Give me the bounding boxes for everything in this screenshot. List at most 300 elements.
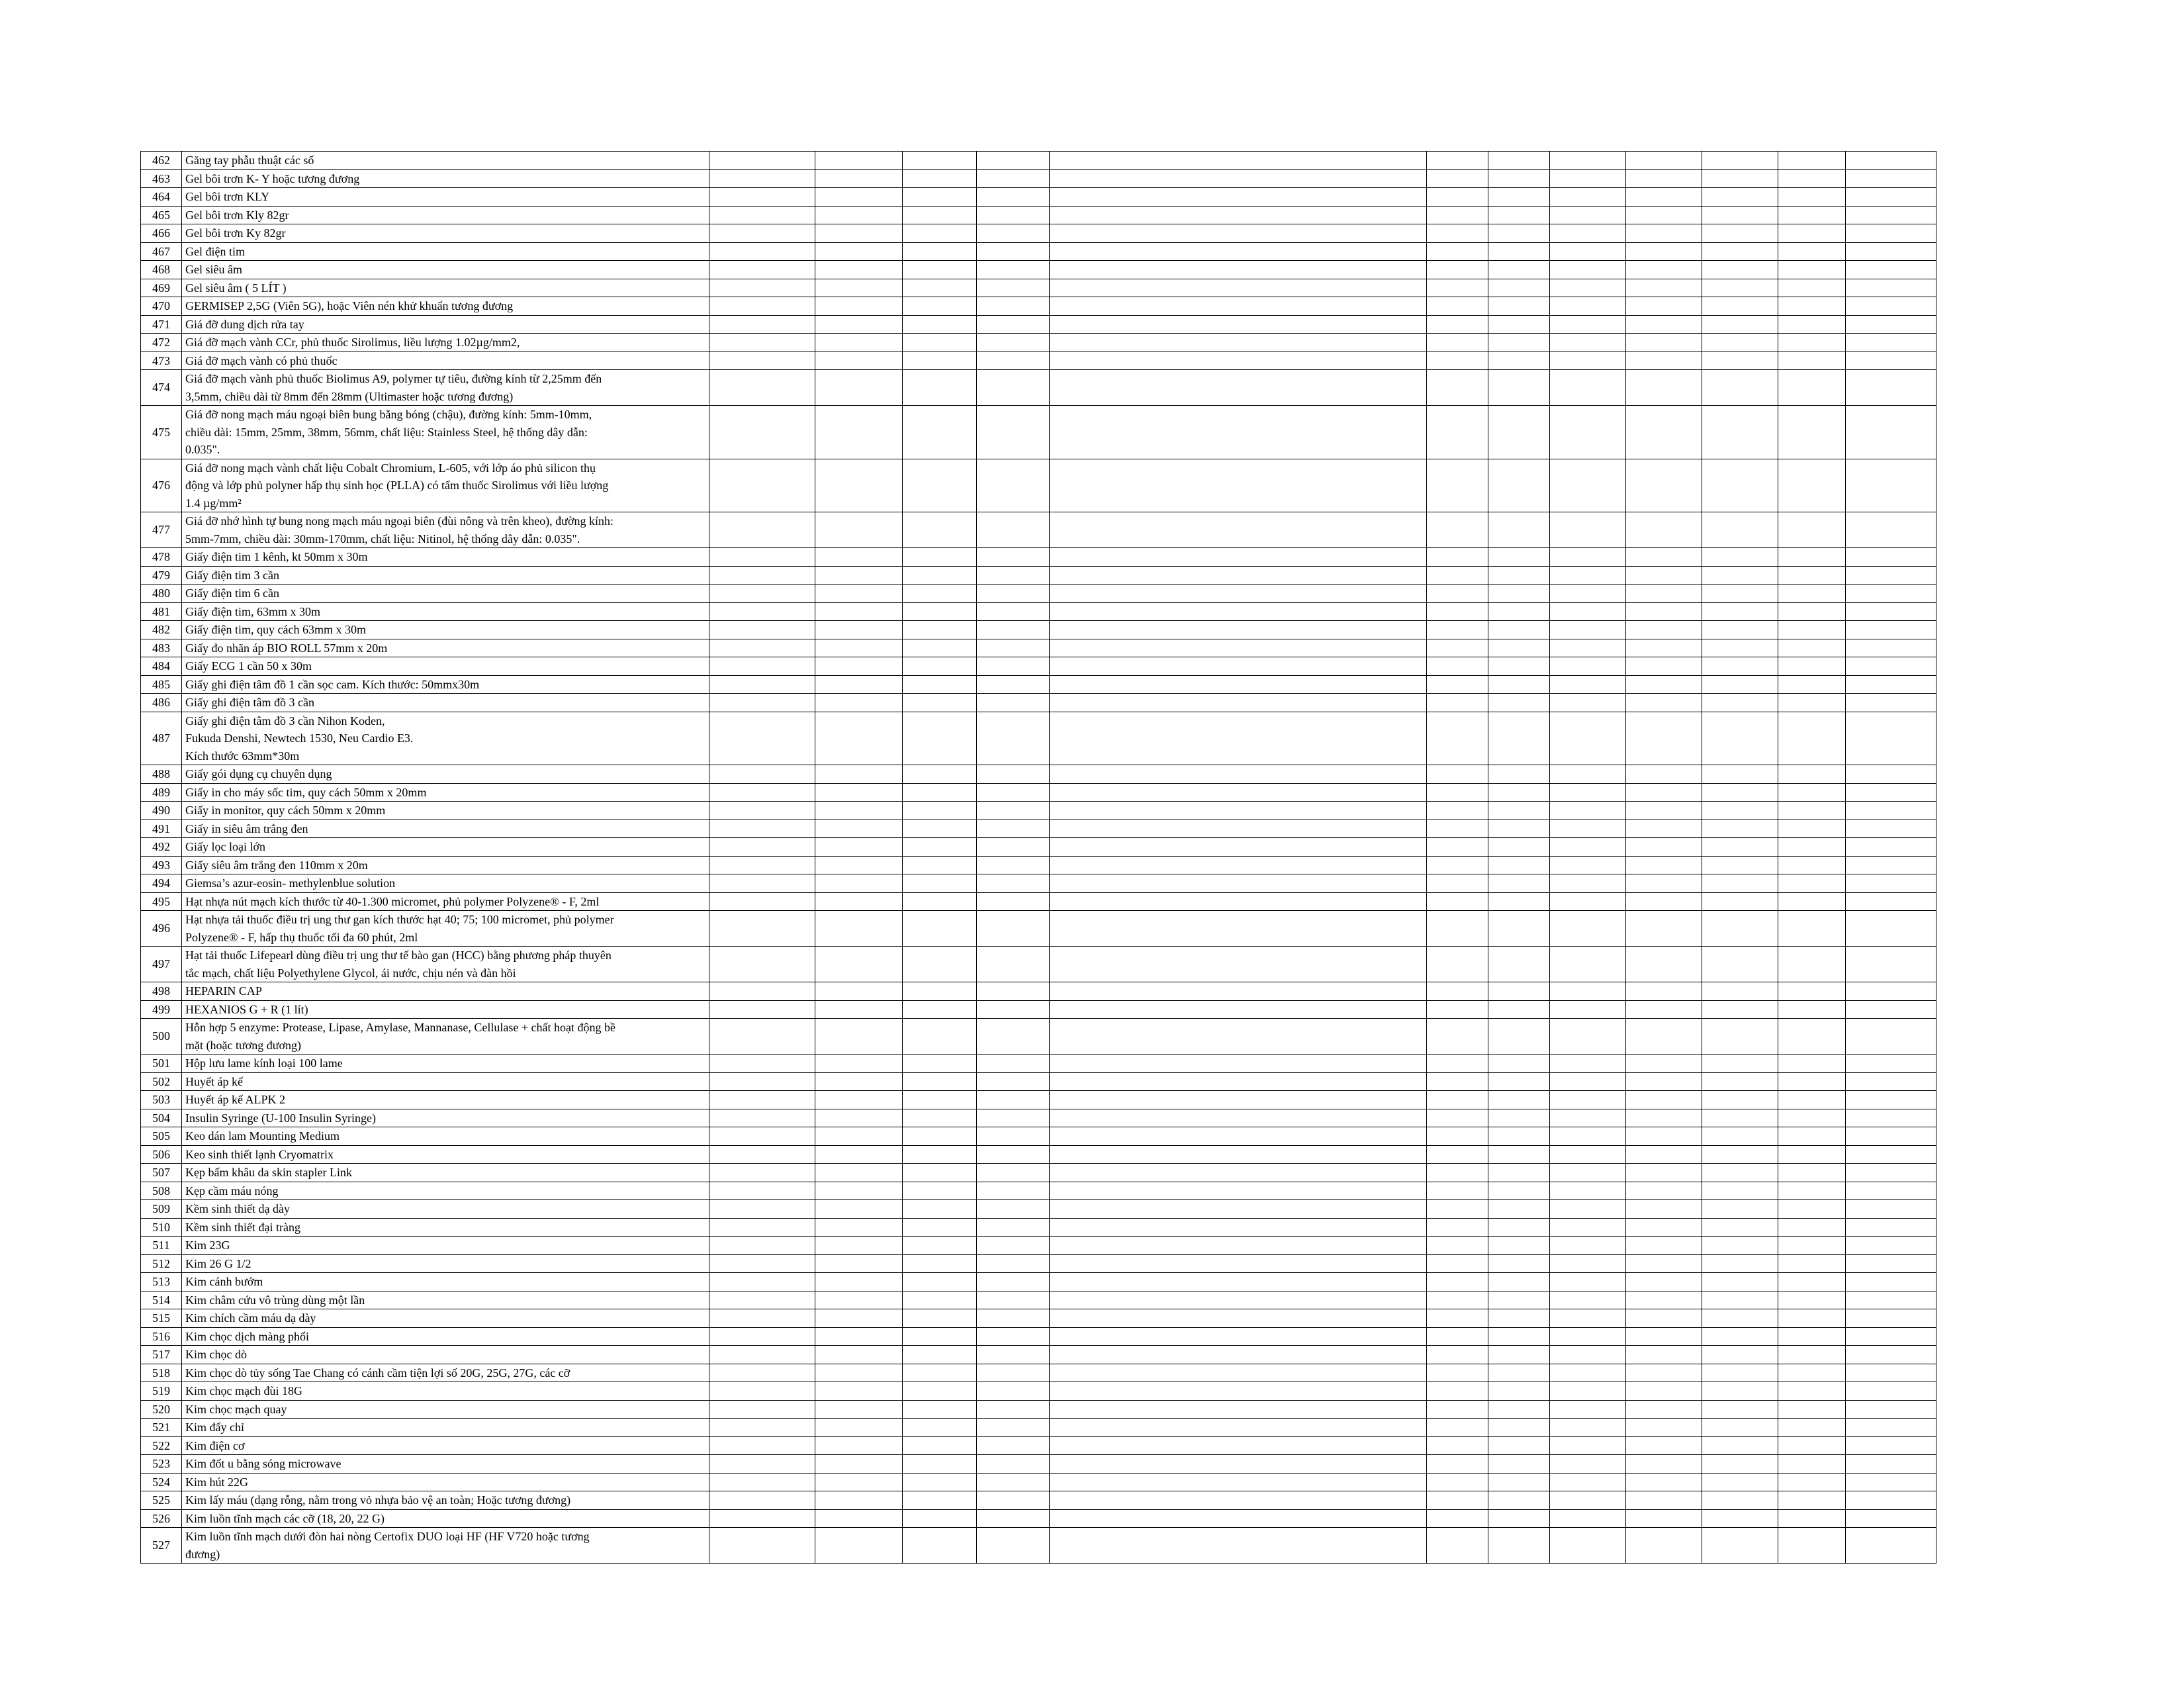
empty-cell (903, 1327, 977, 1346)
empty-cell (1488, 370, 1550, 406)
empty-cell (1778, 802, 1846, 820)
empty-cell (1488, 242, 1550, 261)
empty-cell (1846, 657, 1936, 676)
empty-cell (1550, 820, 1626, 838)
empty-cell (1702, 585, 1778, 603)
row-number-cell: 519 (141, 1382, 182, 1401)
empty-cell (1488, 1455, 1550, 1474)
empty-cell (1550, 188, 1626, 207)
empty-cell (709, 911, 815, 947)
empty-cell (1778, 765, 1846, 784)
row-number-cell: 517 (141, 1346, 182, 1364)
empty-cell (1778, 621, 1846, 639)
empty-cell (1702, 1419, 1778, 1437)
empty-cell (1702, 1491, 1778, 1510)
row-number-cell: 487 (141, 712, 182, 765)
table-row (141, 188, 1936, 207)
row-number-cell: 490 (141, 802, 182, 820)
empty-cell (1702, 1019, 1778, 1055)
empty-cell (1550, 1072, 1626, 1091)
empty-cell (1488, 315, 1550, 334)
row-number-cell: 521 (141, 1419, 182, 1437)
empty-cell (1427, 1091, 1488, 1109)
row-number-cell: 485 (141, 675, 182, 694)
empty-cell (903, 261, 977, 279)
empty-cell (1550, 1382, 1626, 1401)
table-row (141, 152, 1936, 170)
empty-cell (1550, 783, 1626, 802)
empty-cell (1846, 1164, 1936, 1182)
empty-cell (1550, 1364, 1626, 1382)
empty-cell (1427, 242, 1488, 261)
empty-cell (903, 675, 977, 694)
empty-cell (1427, 783, 1488, 802)
empty-cell (1846, 1109, 1936, 1127)
empty-cell (1702, 188, 1778, 207)
empty-cell (815, 911, 903, 947)
empty-cell (1488, 585, 1550, 603)
row-number-cell: 524 (141, 1473, 182, 1491)
empty-cell (1846, 334, 1936, 352)
empty-cell (1702, 1528, 1778, 1564)
empty-cell (1427, 1473, 1488, 1491)
empty-cell (1626, 566, 1702, 585)
empty-cell (903, 242, 977, 261)
empty-cell (1846, 242, 1936, 261)
empty-cell (1550, 1455, 1626, 1474)
empty-cell (1050, 838, 1427, 857)
row-number-cell: 511 (141, 1237, 182, 1255)
empty-cell (1626, 783, 1702, 802)
empty-cell (1778, 1400, 1846, 1419)
empty-cell (1488, 820, 1550, 838)
item-name-cell: Găng tay phẫu thuật các số (182, 152, 709, 170)
empty-cell (1702, 1237, 1778, 1255)
table-row (141, 406, 1936, 459)
empty-cell (1550, 982, 1626, 1001)
empty-cell (1626, 224, 1702, 243)
empty-cell (1846, 206, 1936, 224)
empty-cell (1846, 1364, 1936, 1382)
empty-cell (1626, 1309, 1702, 1328)
empty-cell (1778, 1528, 1846, 1564)
empty-cell (1488, 1200, 1550, 1219)
empty-cell (977, 566, 1050, 585)
empty-cell (1427, 297, 1488, 316)
table-row (141, 1436, 1936, 1455)
row-number-cell: 480 (141, 585, 182, 603)
empty-cell (1702, 838, 1778, 857)
row-number-cell: 478 (141, 548, 182, 567)
empty-cell (709, 1455, 815, 1474)
empty-cell (977, 1346, 1050, 1364)
empty-cell (903, 639, 977, 657)
empty-cell (1488, 1072, 1550, 1091)
table-row (141, 459, 1936, 512)
empty-cell (1702, 1400, 1778, 1419)
empty-cell (1778, 1127, 1846, 1146)
empty-cell (1626, 947, 1702, 982)
row-number-cell: 500 (141, 1019, 182, 1055)
empty-cell (815, 242, 903, 261)
item-name-cell: Keo sinh thiết lạnh Cryomatrix (182, 1145, 709, 1164)
empty-cell (1550, 334, 1626, 352)
table-row (141, 1273, 1936, 1291)
empty-cell (1846, 602, 1936, 621)
empty-cell (1846, 820, 1936, 838)
empty-cell (1702, 206, 1778, 224)
empty-cell (977, 982, 1050, 1001)
empty-cell (903, 892, 977, 911)
empty-cell (1550, 261, 1626, 279)
empty-cell (1778, 694, 1846, 712)
empty-cell (903, 1382, 977, 1401)
empty-cell (903, 1400, 977, 1419)
row-number-cell: 472 (141, 334, 182, 352)
empty-cell (1427, 1346, 1488, 1364)
empty-cell (1427, 1419, 1488, 1437)
empty-cell (815, 585, 903, 603)
empty-cell (903, 459, 977, 512)
empty-cell (709, 1164, 815, 1182)
empty-cell (709, 675, 815, 694)
table-row (141, 279, 1936, 297)
empty-cell (1050, 1109, 1427, 1127)
empty-cell (1550, 911, 1626, 947)
row-number-cell: 502 (141, 1072, 182, 1091)
empty-cell (709, 352, 815, 370)
empty-cell (977, 1218, 1050, 1237)
empty-cell (1550, 352, 1626, 370)
empty-cell (815, 279, 903, 297)
empty-cell (1846, 783, 1936, 802)
empty-cell (709, 169, 815, 188)
empty-cell (1550, 621, 1626, 639)
empty-cell (1846, 1346, 1936, 1364)
empty-cell (1050, 1509, 1427, 1528)
empty-cell (815, 315, 903, 334)
row-number-cell: 462 (141, 152, 182, 170)
empty-cell (1626, 1473, 1702, 1491)
row-number-cell: 508 (141, 1182, 182, 1200)
empty-cell (1778, 1273, 1846, 1291)
empty-cell (1488, 224, 1550, 243)
empty-cell (815, 820, 903, 838)
empty-cell (977, 1200, 1050, 1219)
empty-cell (1427, 602, 1488, 621)
empty-cell (977, 765, 1050, 784)
empty-cell (977, 911, 1050, 947)
empty-cell (1550, 1436, 1626, 1455)
empty-cell (1550, 1019, 1626, 1055)
empty-cell (977, 1327, 1050, 1346)
empty-cell (709, 1218, 815, 1237)
empty-cell (1488, 694, 1550, 712)
table-row (141, 639, 1936, 657)
table-row (141, 802, 1936, 820)
empty-cell (1550, 1091, 1626, 1109)
empty-cell (1427, 856, 1488, 874)
empty-cell (1427, 224, 1488, 243)
empty-cell (1550, 1237, 1626, 1255)
row-number-cell: 494 (141, 874, 182, 893)
empty-cell (1846, 1019, 1936, 1055)
empty-cell (1427, 675, 1488, 694)
empty-cell (1626, 279, 1702, 297)
empty-cell (977, 585, 1050, 603)
empty-cell (1702, 1218, 1778, 1237)
empty-cell (1050, 1419, 1427, 1437)
empty-cell (1427, 1000, 1488, 1019)
empty-cell (1626, 820, 1702, 838)
empty-cell (815, 1000, 903, 1019)
empty-cell (903, 1055, 977, 1073)
empty-cell (1778, 548, 1846, 567)
empty-cell (1050, 675, 1427, 694)
empty-cell (1702, 820, 1778, 838)
empty-cell (1050, 1436, 1427, 1455)
empty-cell (1778, 1164, 1846, 1182)
empty-cell (1427, 1291, 1488, 1309)
empty-cell (1778, 783, 1846, 802)
item-name-cell: Giá đỡ dung dịch rửa tay (182, 315, 709, 334)
empty-cell (1427, 279, 1488, 297)
empty-cell (1846, 1419, 1936, 1437)
empty-cell (903, 621, 977, 639)
empty-cell (903, 1309, 977, 1328)
row-number-cell: 468 (141, 261, 182, 279)
empty-cell (1846, 1145, 1936, 1164)
empty-cell (1626, 1382, 1702, 1401)
item-name-cell: Gel bôi trơn Kly 82gr (182, 206, 709, 224)
empty-cell (1778, 712, 1846, 765)
table-row (141, 242, 1936, 261)
table-row (141, 892, 1936, 911)
empty-cell (1626, 261, 1702, 279)
empty-cell (709, 406, 815, 459)
empty-cell (709, 694, 815, 712)
empty-cell (977, 802, 1050, 820)
empty-cell (977, 1473, 1050, 1491)
empty-cell (903, 1200, 977, 1219)
empty-cell (977, 874, 1050, 893)
empty-cell (1846, 261, 1936, 279)
empty-cell (1702, 224, 1778, 243)
table-row (141, 911, 1936, 947)
empty-cell (1488, 602, 1550, 621)
empty-cell (1778, 152, 1846, 170)
empty-cell (1702, 856, 1778, 874)
empty-cell (1846, 585, 1936, 603)
empty-cell (903, 911, 977, 947)
empty-cell (903, 1109, 977, 1127)
empty-cell (1626, 856, 1702, 874)
empty-cell (1778, 1291, 1846, 1309)
empty-cell (1626, 1164, 1702, 1182)
empty-cell (1626, 459, 1702, 512)
empty-cell (1778, 1346, 1846, 1364)
item-name-cell: Gel điện tim (182, 242, 709, 261)
empty-cell (903, 169, 977, 188)
row-number-cell: 469 (141, 279, 182, 297)
empty-cell (1778, 261, 1846, 279)
empty-cell (977, 1019, 1050, 1055)
table-row (141, 1145, 1936, 1164)
empty-cell (709, 947, 815, 982)
item-name-cell: Giấy in cho máy sốc tim, quy cách 50mm x 20mm (182, 783, 709, 802)
empty-cell (1778, 1237, 1846, 1255)
empty-cell (1846, 1473, 1936, 1491)
empty-cell (977, 370, 1050, 406)
empty-cell (1846, 512, 1936, 548)
row-number-cell: 496 (141, 911, 182, 947)
item-name-cell: Kim điện cơ (182, 1436, 709, 1455)
item-name-cell: Giá đỡ nong mạch vành chất liệu Cobalt Chromium, L-605, với lớp áo phủ silicon thụ động và lớp phủ polyner hấp thụ sinh học (PLLA) có tẩm thuốc Sirolimus với liều lượng 1.4 µg/mm² (182, 459, 709, 512)
empty-cell (977, 1182, 1050, 1200)
empty-cell (1626, 1254, 1702, 1273)
empty-cell (1702, 548, 1778, 567)
empty-cell (1488, 548, 1550, 567)
empty-cell (1550, 512, 1626, 548)
empty-cell (1550, 370, 1626, 406)
empty-cell (1846, 1273, 1936, 1291)
empty-cell (977, 639, 1050, 657)
empty-cell (1626, 1455, 1702, 1474)
empty-cell (1550, 1509, 1626, 1528)
item-name-cell: Kim chọc mạch quay (182, 1400, 709, 1419)
empty-cell (1050, 1455, 1427, 1474)
empty-cell (1778, 206, 1846, 224)
empty-cell (815, 675, 903, 694)
empty-cell (1050, 1200, 1427, 1219)
empty-cell (977, 820, 1050, 838)
empty-cell (1626, 1019, 1702, 1055)
item-name-cell: Giấy lọc loại lớn (182, 838, 709, 857)
empty-cell (977, 279, 1050, 297)
empty-cell (1050, 911, 1427, 947)
empty-cell (1778, 1145, 1846, 1164)
empty-cell (1778, 242, 1846, 261)
empty-cell (903, 279, 977, 297)
empty-cell (1550, 206, 1626, 224)
empty-cell (1846, 712, 1936, 765)
empty-cell (709, 1072, 815, 1091)
empty-cell (1427, 1200, 1488, 1219)
empty-cell (1846, 1182, 1936, 1200)
empty-cell (1550, 712, 1626, 765)
empty-cell (903, 566, 977, 585)
empty-cell (1488, 892, 1550, 911)
empty-cell (1488, 512, 1550, 548)
row-number-cell: 503 (141, 1091, 182, 1109)
empty-cell (1050, 188, 1427, 207)
empty-cell (1050, 1145, 1427, 1164)
empty-cell (1626, 874, 1702, 893)
empty-cell (1846, 765, 1936, 784)
table-row (141, 1473, 1936, 1491)
item-name-cell: Kim đốt u bằng sóng microwave (182, 1455, 709, 1474)
empty-cell (1778, 334, 1846, 352)
empty-cell (709, 459, 815, 512)
item-name-cell: Giá đỡ nong mạch máu ngoại biên bung bằng bóng (chậu), đường kính: 5mm-10mm, chiều dài: 15mm, 25mm, 38mm, 56mm, chất liệu: Stainless Steel, hệ thống dây dẫn: 0.035". (182, 406, 709, 459)
empty-cell (977, 1509, 1050, 1528)
empty-cell (977, 1382, 1050, 1401)
table-body (141, 152, 1936, 1564)
empty-cell (709, 783, 815, 802)
empty-cell (1626, 1346, 1702, 1364)
item-name-cell: Giá đỡ mạch vành có phủ thuốc (182, 352, 709, 370)
table-row (141, 712, 1936, 765)
empty-cell (1626, 1327, 1702, 1346)
item-name-cell: Kim châm cứu vô trùng dùng một lần (182, 1291, 709, 1309)
empty-cell (815, 1218, 903, 1237)
empty-cell (709, 585, 815, 603)
empty-cell (1778, 1109, 1846, 1127)
empty-cell (1427, 1273, 1488, 1291)
empty-cell (815, 334, 903, 352)
item-name-cell: HEPARIN CAP (182, 982, 709, 1001)
empty-cell (1050, 459, 1427, 512)
row-number-cell: 515 (141, 1309, 182, 1328)
item-name-cell: Gel bôi trơn KLY (182, 188, 709, 207)
empty-cell (1846, 1091, 1936, 1109)
empty-cell (1427, 1509, 1488, 1528)
empty-cell (1702, 1364, 1778, 1382)
empty-cell (1488, 1419, 1550, 1437)
empty-cell (709, 315, 815, 334)
row-number-cell: 514 (141, 1291, 182, 1309)
empty-cell (1488, 1436, 1550, 1455)
empty-cell (815, 169, 903, 188)
empty-cell (903, 856, 977, 874)
item-name-cell: Kim chích cầm máu dạ dày (182, 1309, 709, 1328)
item-name-cell: Keo dán lam Mounting Medium (182, 1127, 709, 1146)
empty-cell (903, 694, 977, 712)
empty-cell (815, 1473, 903, 1491)
empty-cell (977, 1364, 1050, 1382)
empty-cell (815, 352, 903, 370)
empty-cell (1427, 694, 1488, 712)
empty-cell (1050, 512, 1427, 548)
empty-cell (1550, 1164, 1626, 1182)
empty-cell (903, 188, 977, 207)
empty-cell (1488, 1309, 1550, 1328)
empty-cell (977, 352, 1050, 370)
empty-cell (903, 1182, 977, 1200)
empty-cell (1702, 566, 1778, 585)
empty-cell (1050, 169, 1427, 188)
empty-cell (815, 838, 903, 857)
table-row (141, 566, 1936, 585)
empty-cell (1778, 512, 1846, 548)
empty-cell (1050, 1291, 1427, 1309)
row-number-cell: 489 (141, 783, 182, 802)
row-number-cell: 520 (141, 1400, 182, 1419)
table-row (141, 657, 1936, 676)
empty-cell (1488, 297, 1550, 316)
empty-cell (1846, 1055, 1936, 1073)
empty-cell (1702, 242, 1778, 261)
row-number-cell: 473 (141, 352, 182, 370)
empty-cell (1427, 566, 1488, 585)
empty-cell (1702, 1145, 1778, 1164)
empty-cell (1702, 694, 1778, 712)
empty-cell (903, 1509, 977, 1528)
empty-cell (815, 1164, 903, 1182)
empty-cell (903, 1000, 977, 1019)
empty-cell (1702, 1072, 1778, 1091)
empty-cell (709, 1419, 815, 1437)
